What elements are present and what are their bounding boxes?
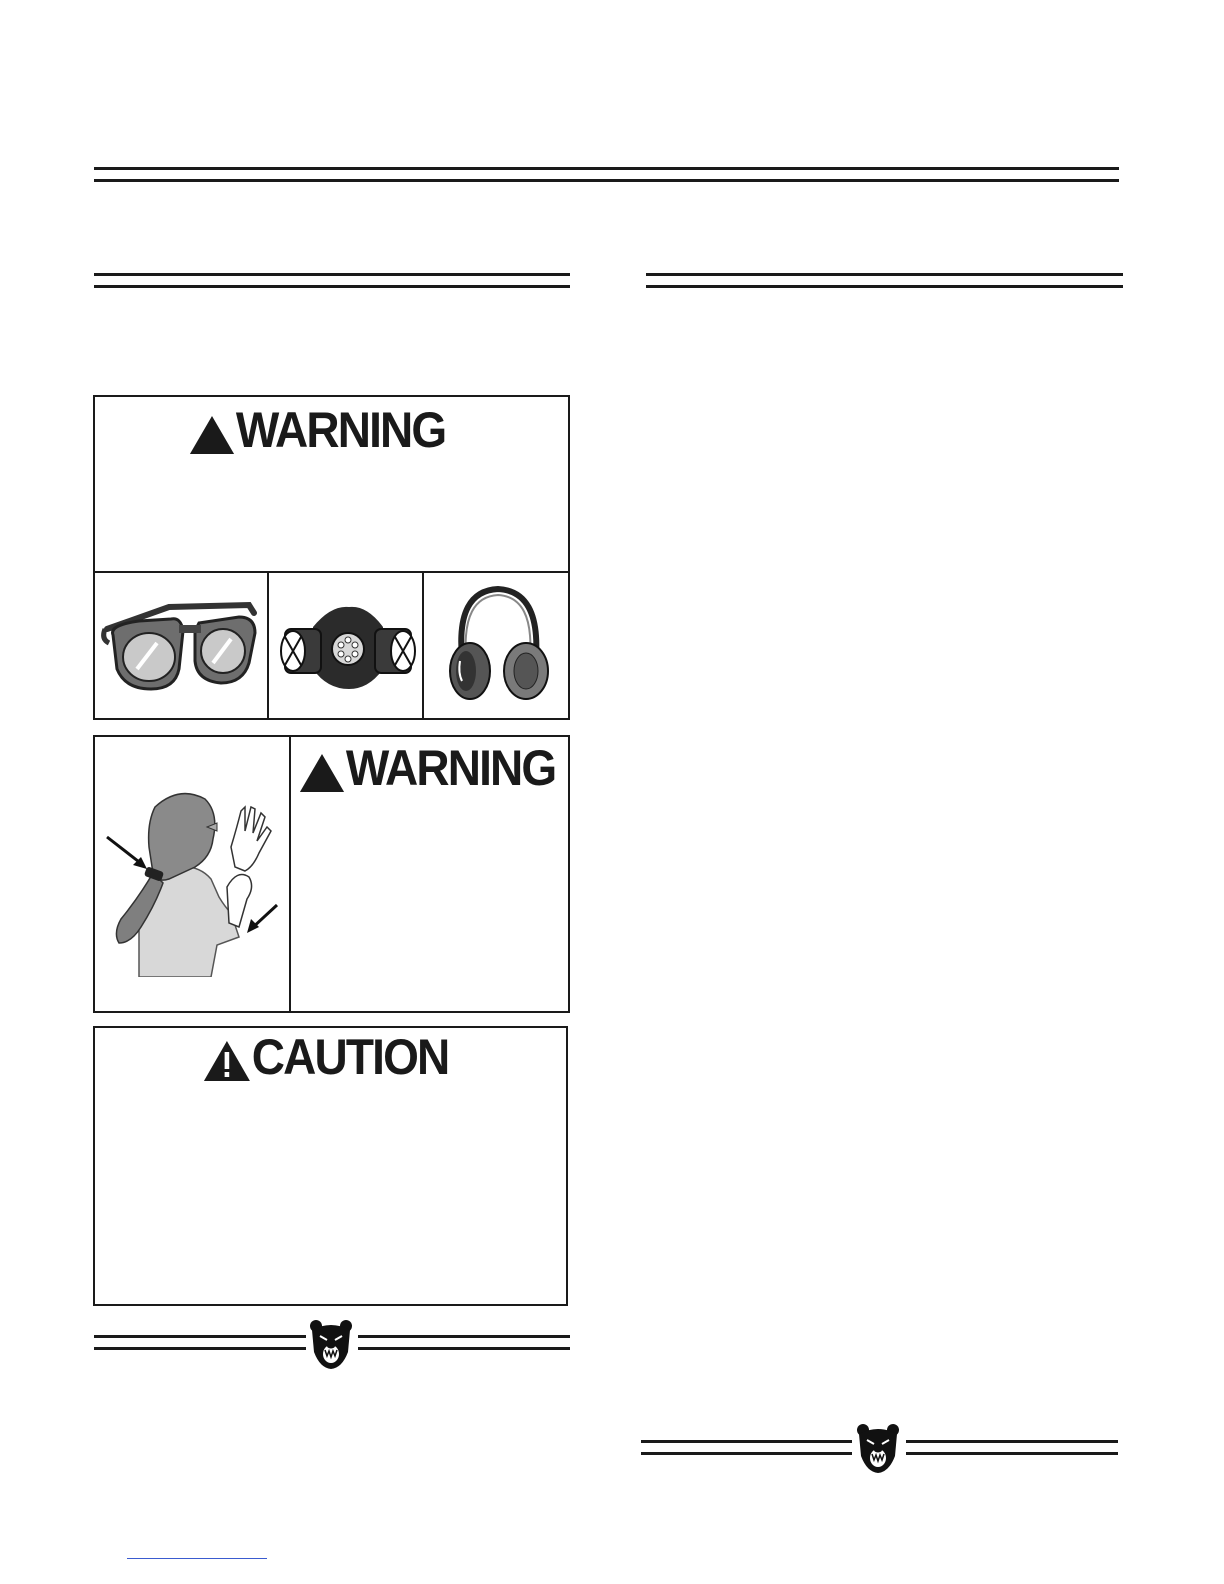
safety-glasses-icon <box>99 577 265 717</box>
bear-head-logo <box>855 1422 901 1474</box>
caution-triangle-icon <box>203 1040 251 1082</box>
top-rule-lower <box>94 179 1119 182</box>
caution-word: CAUTION <box>251 1029 449 1085</box>
caution-box <box>93 1026 568 1306</box>
right-footer-rule-lower-a <box>641 1452 852 1455</box>
respirator-mask-icon <box>271 577 421 717</box>
warning-triangle-icon <box>189 415 235 455</box>
warning-signal-2 <box>299 740 556 796</box>
right-header-rule-upper <box>646 273 1123 276</box>
ppe-divider <box>95 571 568 573</box>
footer-link-underline[interactable] <box>127 1558 267 1559</box>
left-footer-rule-lower-a <box>94 1347 306 1350</box>
warning-word-1: WARNING <box>235 402 446 458</box>
ppe-cell-divider-1 <box>267 571 269 718</box>
left-header-rule-upper <box>94 273 570 276</box>
right-footer-rule-upper-a <box>641 1440 852 1443</box>
right-footer-rule-upper-b <box>906 1440 1118 1443</box>
warning-signal-1 <box>189 402 446 458</box>
ear-muffs-icon <box>426 577 566 717</box>
warning-box-hair <box>93 735 570 1013</box>
right-header-rule-lower <box>646 285 1123 288</box>
warning-box-ppe <box>93 395 570 720</box>
bear-head-logo <box>308 1318 354 1370</box>
left-footer-rule-upper-b <box>358 1335 570 1338</box>
ppe-cell-divider-2 <box>422 571 424 718</box>
warning-word-2: WARNING <box>345 740 556 796</box>
left-header-rule-lower <box>94 285 570 288</box>
caution-signal <box>203 1029 449 1085</box>
left-footer-rule-upper-a <box>94 1335 306 1338</box>
left-footer-rule-lower-b <box>358 1347 570 1350</box>
hair-box-divider <box>289 737 291 1011</box>
top-rule-upper <box>94 167 1119 170</box>
right-footer-rule-lower-b <box>906 1452 1118 1455</box>
warning-triangle-icon <box>299 753 345 793</box>
tied-back-hair-and-sleeves-illustration <box>99 787 287 977</box>
